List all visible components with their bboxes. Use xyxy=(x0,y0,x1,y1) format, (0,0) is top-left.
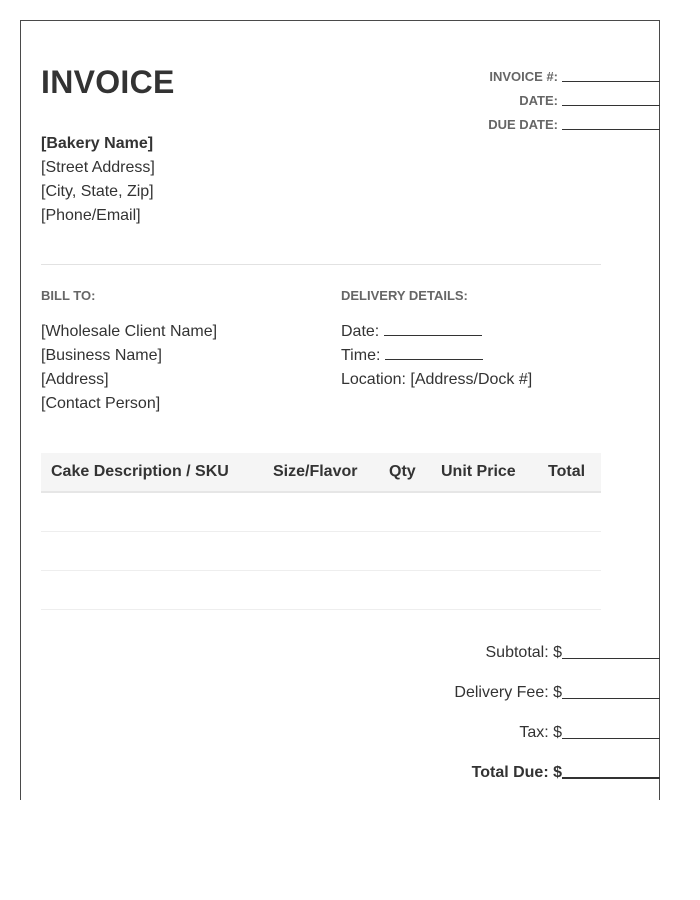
bill-to-block xyxy=(41,320,217,416)
table-row xyxy=(41,571,601,610)
seller-street: [Street Address] xyxy=(41,159,155,176)
column-header-qty: Qty xyxy=(389,463,416,480)
delivery-date-row xyxy=(341,320,532,344)
due-date-label: DUE DATE: xyxy=(488,117,558,132)
delivery-date-label: Date: xyxy=(341,323,380,340)
delivery-location: Location: [Address/Dock #] xyxy=(341,371,533,388)
delivery-date-blank xyxy=(384,321,482,336)
delivery-time-row xyxy=(341,344,532,368)
total-due-row xyxy=(360,742,660,782)
column-header-description: Cake Description / SKU xyxy=(51,463,229,480)
business-name: [Business Name] xyxy=(41,347,162,364)
invoice-date-row xyxy=(380,84,660,108)
delivery-fee-blank xyxy=(562,684,660,699)
column-header-unit-price: Unit Price xyxy=(441,463,516,480)
delivery-fee-label: Delivery Fee: $ xyxy=(454,684,562,701)
subtotal-blank xyxy=(562,644,660,659)
invoice-number-blank xyxy=(562,67,660,82)
invoice-date-label: DATE: xyxy=(519,93,558,108)
bill-to-label: BILL TO: xyxy=(41,288,96,303)
tax-label: Tax: $ xyxy=(519,724,562,741)
subtotal-row xyxy=(360,622,660,662)
table-header xyxy=(41,453,601,493)
column-header-size-flavor: Size/Flavor xyxy=(273,463,358,480)
delivery-time-label: Time: xyxy=(341,347,381,364)
total-due-blank xyxy=(562,763,660,779)
invoice-date-blank xyxy=(562,91,660,106)
invoice-number-label: INVOICE #: xyxy=(489,69,558,84)
total-due-label: Total Due: $ xyxy=(471,764,562,781)
delivery-block xyxy=(341,320,532,392)
column-header-total: Total xyxy=(548,463,586,480)
subtotal-label: Subtotal: $ xyxy=(485,644,562,661)
delivery-time-blank xyxy=(385,345,483,360)
delivery-details-label: DELIVERY DETAILS: xyxy=(341,288,468,303)
seller-contact: [Phone/Email] xyxy=(41,207,141,224)
invoice-meta xyxy=(380,60,660,132)
table-row xyxy=(41,493,601,532)
seller-address xyxy=(41,132,155,228)
totals-block xyxy=(360,622,660,782)
delivery-fee-row xyxy=(360,662,660,702)
header-divider xyxy=(41,264,601,265)
client-name: [Wholesale Client Name] xyxy=(41,323,218,340)
due-date-blank xyxy=(562,115,660,130)
invoice-number-row xyxy=(380,60,660,84)
line-items-table xyxy=(41,453,601,610)
tax-row xyxy=(360,702,660,742)
invoice-title: INVOICE xyxy=(41,64,175,100)
tax-blank xyxy=(562,724,660,739)
bakery-name: [Bakery Name] xyxy=(41,135,154,152)
table-row xyxy=(41,532,601,571)
contact-person: [Contact Person] xyxy=(41,395,161,412)
due-date-row xyxy=(380,108,660,132)
client-address: [Address] xyxy=(41,371,109,388)
seller-city: [City, State, Zip] xyxy=(41,183,154,200)
